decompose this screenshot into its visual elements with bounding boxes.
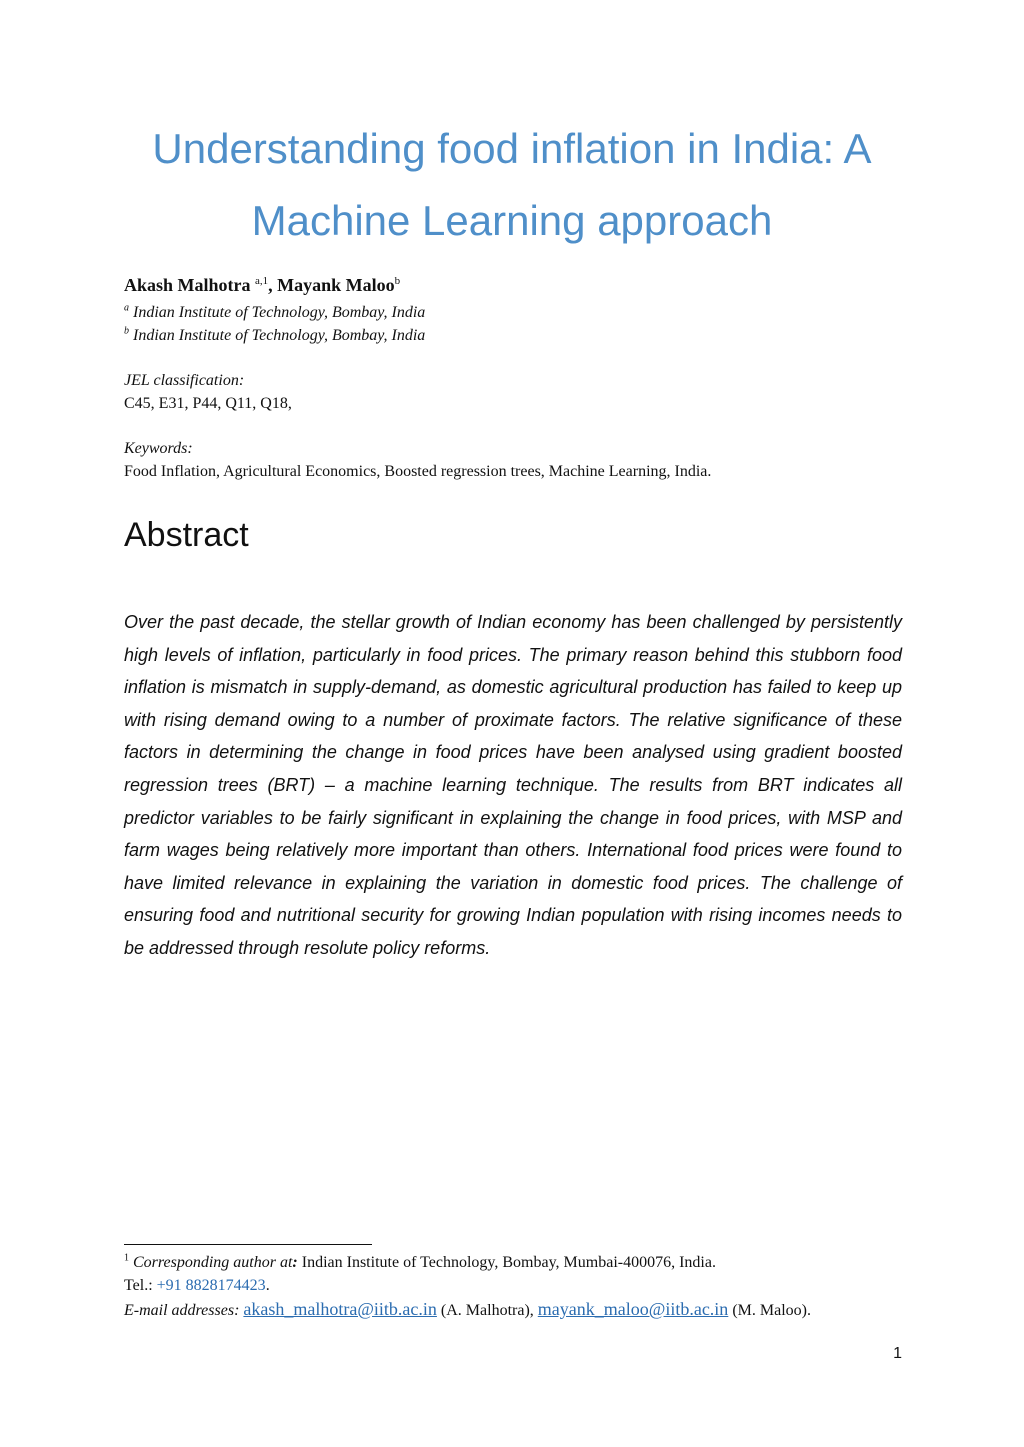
email-link-maloo[interactable]: mayank_maloo@iitb.ac.in [537,1299,729,1319]
paper-title-line-1: Understanding food inflation in India: A [152,125,872,172]
footnote-divider [124,1244,372,1245]
jel-label: JEL classification: [124,372,245,389]
footnote-telephone [124,1275,270,1297]
footnote-mark: 1 [124,1252,129,1264]
tel-label: Tel.: [124,1277,157,1294]
corresponding-label: Corresponding author at [133,1254,293,1271]
abstract-heading: Abstract [124,516,249,554]
author-2-name: Mayank Maloo [277,275,395,295]
corresponding-address: Indian Institute of Technology, Bombay, Mumbai-400076, India. [297,1254,716,1271]
keywords-list: Food Inflation, Agricultural Economics, Boosted regression trees, Machine Learning, India. [124,463,712,480]
affiliation-b-mark: b [124,325,129,337]
author-1-marks: a,1 [255,275,269,287]
author-list [124,274,400,296]
footnote-emails [124,1298,811,1322]
email-link-malhotra[interactable]: akash_malhotra@iitb.ac.in [243,1299,437,1319]
email-owner-malhotra: (A. Malhotra), [436,1302,538,1319]
paper-title-line-2: Machine Learning approach [251,197,773,244]
affiliation-b-text: Indian Institute of Technology, Bombay, India [133,327,426,344]
abstract-body: Over the past decade, the stellar growth of Indian economy has been challenged by persistently high levels of inflation, particularly in food prices. The primary reason behind this stubborn food inflation is mismatch in supply-demand, as domestic agricultural production has failed to keep up with rising demand owing to a number of proximate factors. The relative significance of these factors in determining the change in food prices have been analysed using gradient boosted regression trees (BRT) – a machine learning technique. The results from BRT indicates all predictor variables to be fairly significant in explaining the change in food prices, with MSP and farm wages being relatively more important than others. International food prices were found to have limited relevance in explaining the variation in domestic food prices. The challenge of ensuring food and nutritional security for growing Indian population with rising incomes needs to be addressed through resolute policy reforms. [124,612,902,958]
page-number: 1 [893,1345,902,1362]
affiliation-a-mark: a [124,302,129,314]
author-2-marks: b [394,275,401,287]
keywords-label: Keywords: [124,440,193,457]
email-owner-maloo: (M. Maloo). [728,1302,811,1319]
corresponding-colon: : [292,1254,298,1271]
tel-link[interactable]: +91 8828174423 [156,1277,266,1294]
jel-codes: C45, E31, P44, Q11, Q18, [124,395,292,412]
affiliation-b [124,325,425,347]
author-1-name: Akash Malhotra [124,275,251,295]
footnote-corresponding-author [124,1252,716,1274]
email-label: E-mail addresses: [124,1302,240,1319]
affiliation-a-text: Indian Institute of Technology, Bombay, India [133,304,426,321]
affiliation-a [124,302,425,324]
author-separator: , [268,275,273,295]
tel-end: . [265,1277,270,1294]
